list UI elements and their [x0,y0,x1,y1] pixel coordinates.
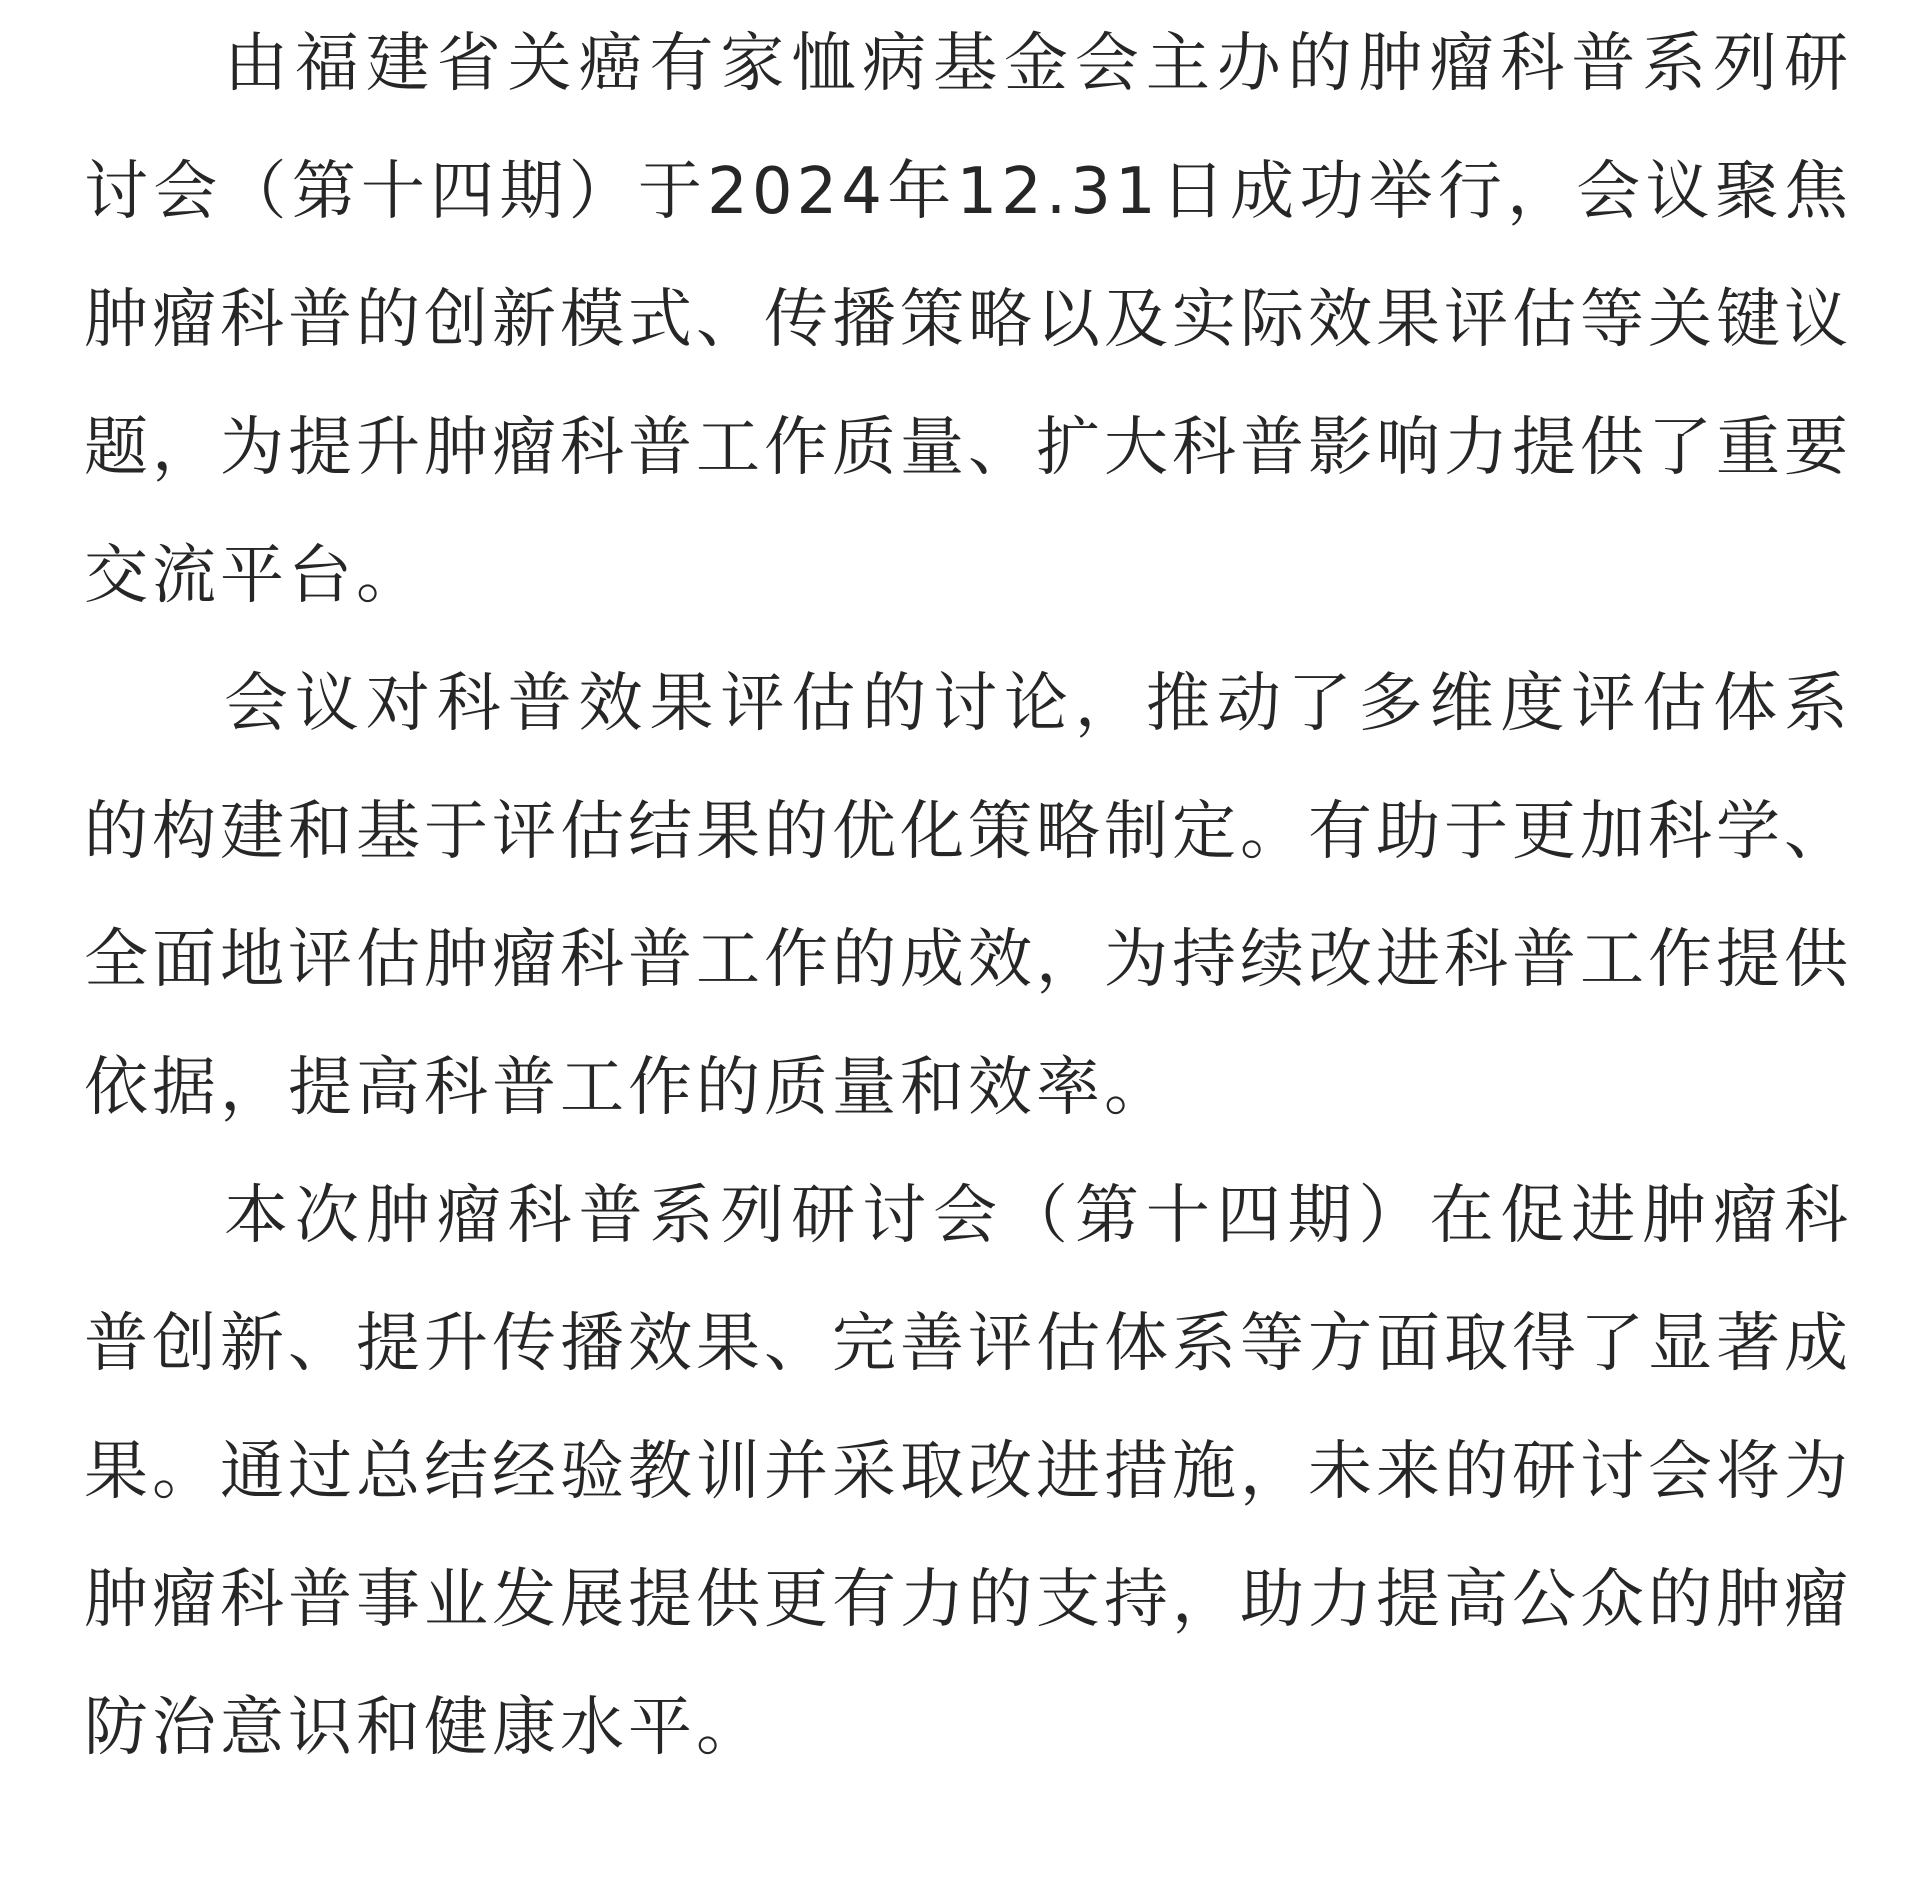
paragraph-1: 由福建省关癌有家恤病基金会主办的肿瘤科普系列研讨会（第十四期）于2024年12.31日成功举行，会议聚焦肿瘤科普的创新模式、传播策略以及实际效果评估等关键议题，为提升肿瘤科普工作质量、扩大科普影响力提供了重要交流平台。 [84,27,1852,613]
article-body [84,0,1852,1792]
paragraph-3: 本次肿瘤科普系列研讨会（第十四期）在促进肿瘤科普创新、提升传播效果、完善评估体系等方面取得了显著成果。通过总结经验教训并采取改进措施，未来的研讨会将为肿瘤科普事业发展提供更有力的支持，助力提高公众的肿瘤防治意识和健康水平。 [84,1179,1852,1765]
paragraph-2: 会议对科普效果评估的讨论，推动了多维度评估体系的构建和基于评估结果的优化策略制定。有助于更加科学、全面地评估肿瘤科普工作的成效，为持续改进科普工作提供依据，提高科普工作的质量和效率。 [84,667,1852,1125]
